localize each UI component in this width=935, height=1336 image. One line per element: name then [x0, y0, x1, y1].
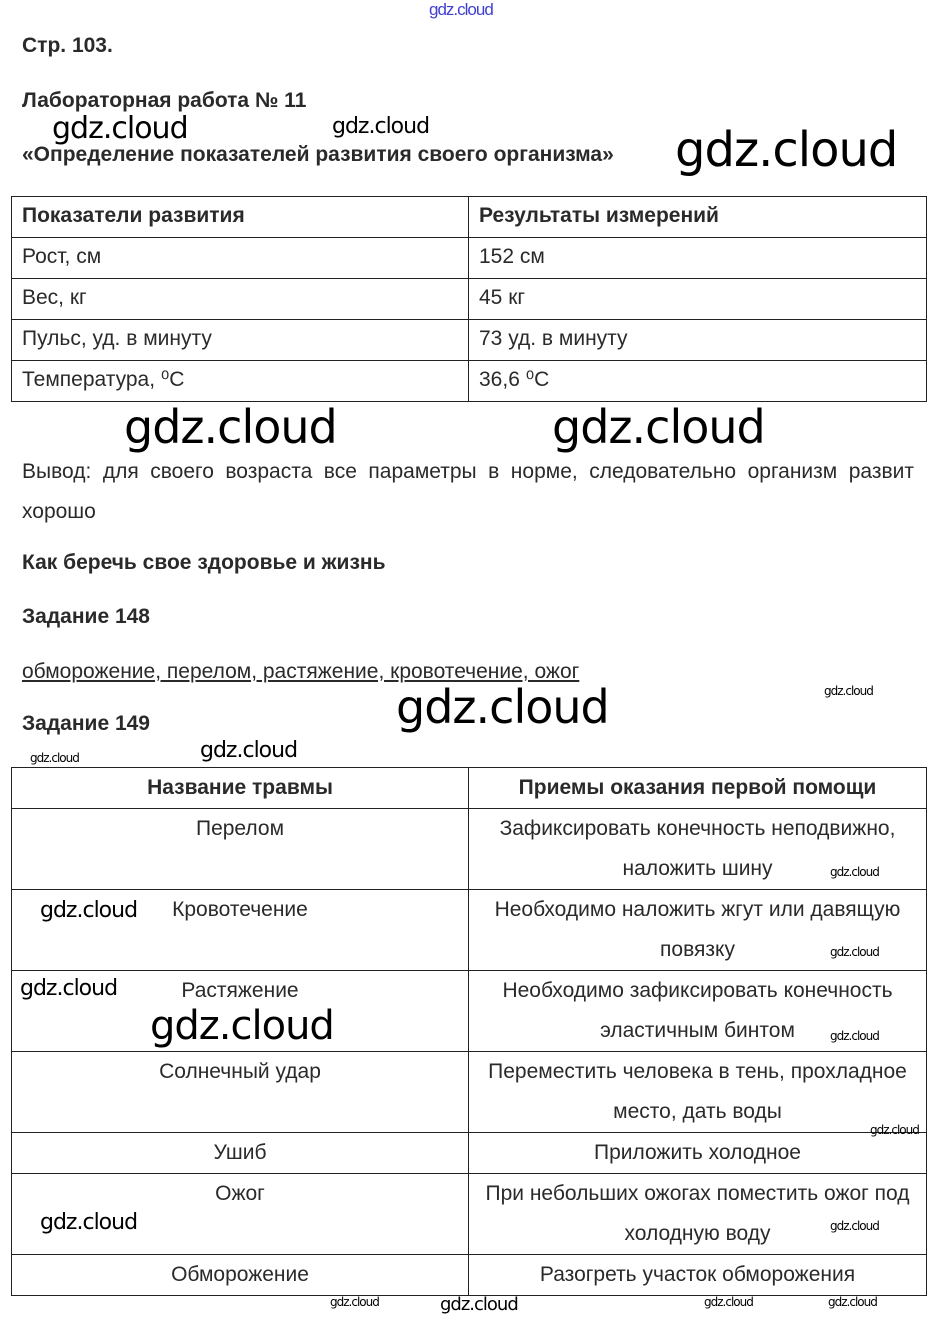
cell: 73 уд. в минуту: [469, 320, 927, 361]
watermark: gdz.cloud: [332, 114, 430, 139]
cell: Обморожение: [12, 1255, 469, 1296]
watermark: gdz.cloud: [675, 122, 898, 178]
watermark: gdz.cloud: [824, 684, 873, 698]
cell: Необходимо наложить жгут или давящую повязку: [469, 890, 927, 971]
watermark: gdz.cloud: [830, 1029, 879, 1043]
section-title: Как беречь свое здоровье и жизнь: [22, 551, 386, 574]
watermark: gdz.cloud: [124, 400, 337, 454]
cell: Вес, кг: [12, 279, 469, 320]
watermark: gdz.cloud: [440, 1294, 518, 1315]
watermark: gdz.cloud: [330, 1295, 379, 1309]
watermark: gdz.cloud: [396, 680, 609, 734]
table-row: [12, 1174, 927, 1255]
cell: Температура, ⁰С: [12, 361, 469, 402]
task-148-answer: обморожение, перелом, растяжение, кровотечение, ожог: [22, 660, 580, 683]
table-row: [12, 320, 927, 361]
cell: При небольших ожогах поместить ожог под холодную воду: [469, 1174, 927, 1255]
watermark: gdz.cloud: [200, 738, 298, 763]
cell: Пульс, уд. в минуту: [12, 320, 469, 361]
table-row: [12, 971, 927, 1052]
lab-subtitle: «Определение показателей развития своего организма»: [22, 143, 614, 166]
header-cell: Показатели развития: [12, 197, 469, 238]
watermark: gdz.cloud: [52, 111, 188, 146]
measurements-table: [11, 196, 927, 402]
watermark: gdz.cloud: [704, 1295, 753, 1309]
cell: Переместить человека в тень, прохладное место, дать воды: [469, 1052, 927, 1133]
header-cell: Название травмы: [12, 768, 469, 809]
cell: Зафиксировать конечность неподвижно, наложить шину: [469, 809, 927, 890]
table-row: [12, 890, 927, 971]
cell: Разогреть участок обморожения: [469, 1255, 927, 1296]
watermark: gdz.cloud: [150, 1003, 334, 1049]
watermark: gdz.cloud: [830, 945, 879, 959]
table-header-row: [12, 197, 927, 238]
cell: 45 кг: [469, 279, 927, 320]
watermark: gdz.cloud: [828, 1295, 877, 1309]
cell: Рост, см: [12, 238, 469, 279]
conclusion-text: Вывод: для своего возраста все параметры в норме, следовательно организм развит хорошо: [22, 460, 914, 523]
watermark: gdz.cloud: [870, 1123, 919, 1137]
watermark: gdz.cloud: [20, 976, 118, 1001]
watermark: gdz.cloud: [552, 400, 765, 454]
header-cell: Приемы оказания первой помощи: [469, 768, 927, 809]
lab-title: Лабораторная работа № 11: [22, 89, 307, 112]
watermark: gdz.cloud: [830, 1219, 879, 1233]
table-row: [12, 361, 927, 402]
table-header-row: [12, 768, 927, 809]
table-row: [12, 1255, 927, 1296]
cell: Солнечный удар: [12, 1052, 469, 1133]
header-cell: Результаты измерений: [469, 197, 927, 238]
cell: 36,6 ⁰С: [469, 361, 927, 402]
watermark: gdz.cloud: [429, 0, 493, 19]
cell: Перелом: [12, 809, 469, 890]
cell: Ушиб: [12, 1133, 469, 1174]
cell: Приложить холодное: [469, 1133, 927, 1174]
table-row: [12, 1133, 927, 1174]
cell: 152 см: [469, 238, 927, 279]
cell: Ожог: [12, 1174, 469, 1255]
watermark: gdz.cloud: [30, 751, 79, 765]
table-row: [12, 238, 927, 279]
table-row: [12, 279, 927, 320]
task-149-title: Задание 149: [22, 712, 150, 735]
watermark: gdz.cloud: [40, 1210, 138, 1235]
cell: Необходимо зафиксировать конечность эластичным бинтом: [469, 971, 927, 1052]
table-row: [12, 1052, 927, 1133]
task-148-title: Задание 148: [22, 605, 150, 628]
watermark: gdz.cloud: [830, 865, 879, 879]
first-aid-table: [11, 767, 927, 1296]
watermark: gdz.cloud: [40, 898, 138, 923]
table-row: [12, 809, 927, 890]
cell: Растяжение: [12, 971, 469, 1052]
page-number: Стр. 103.: [22, 34, 113, 57]
cell: Кровотечение: [12, 890, 469, 971]
